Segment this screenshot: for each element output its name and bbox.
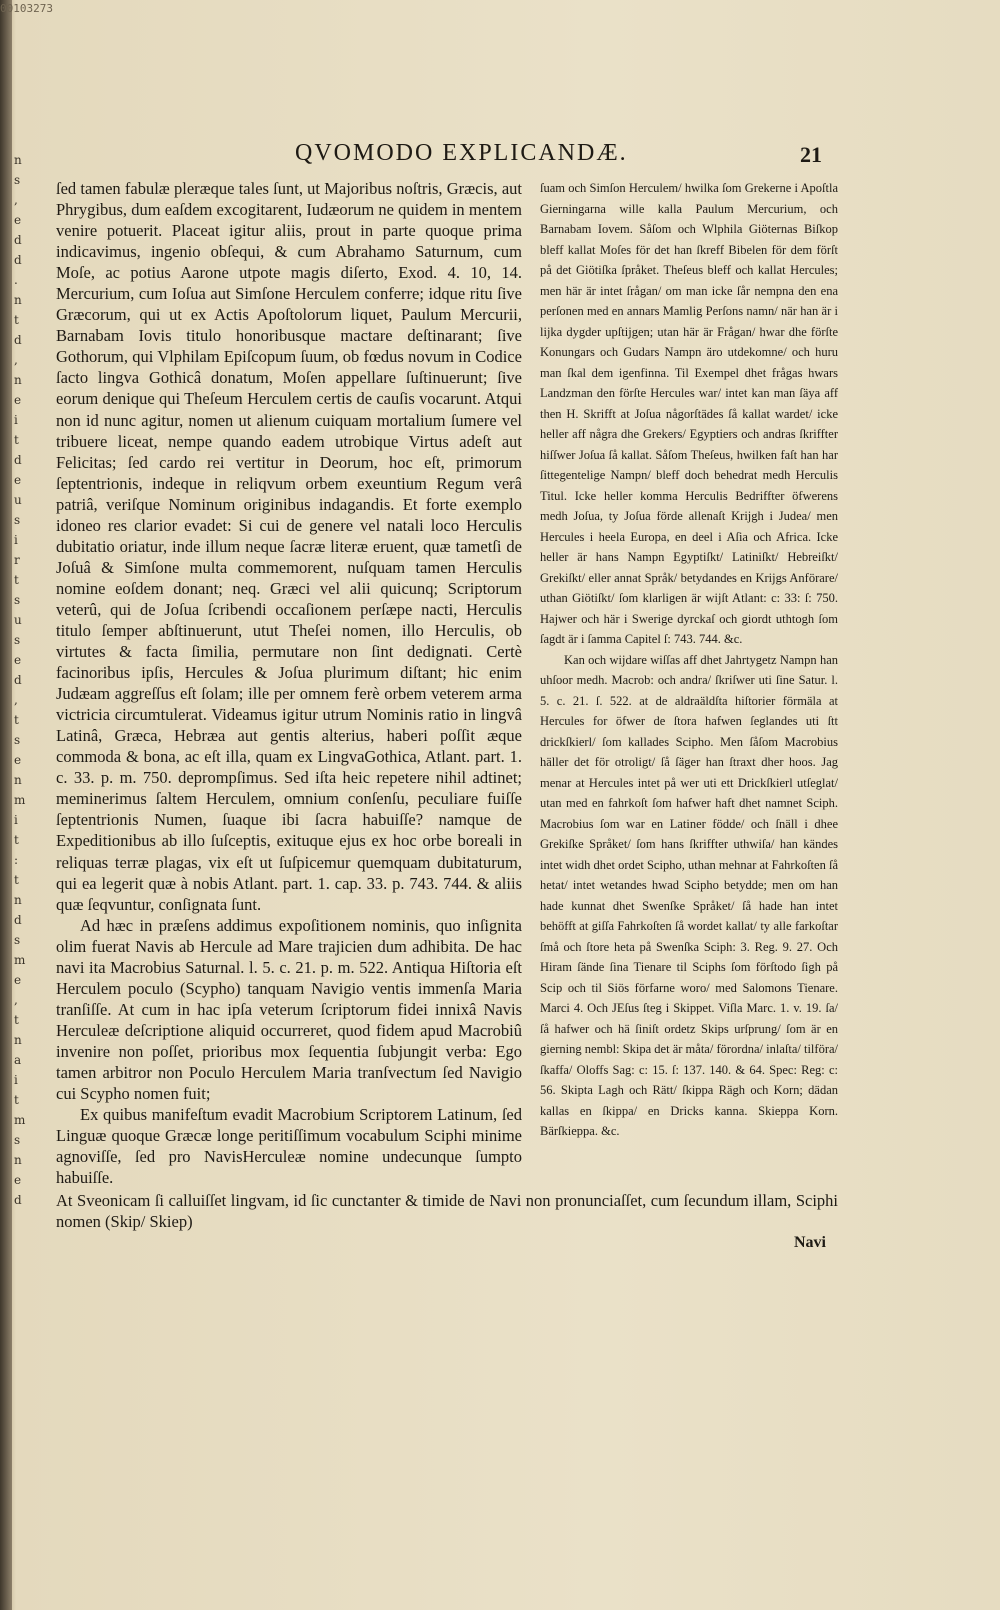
latin-text-column <box>56 178 522 1188</box>
binding-gutter <box>0 0 12 1610</box>
latin-paragraph: Ex quibus manifeſtum evadit Macrobium Scriptorem Latinum, ſed Linguæ quoque Græcæ longe peritiſſimum vocabulum Sciphi minime agnoviſſe, ſed pro NavisHerculeæ nomine undecunque ſumpto habuiſſe. <box>56 1105 522 1188</box>
swedish-paragraph: Kan och wijdare wiſſas aff dhet Jahrtygetz Nampn han uhſoor medh. Macrob: och andra/ ſkriſwer uti ſine Satur. l. 5. c. 21. ſ. 522. at de aldraäldſta hiſtorier förmäla at Hercules for öfwer de ſtora hafwen ſeglandes uti ſtt drickſkierl/ ſom kallades Scipho. Men ſåſom Macrobius häller det för otroligt/ ſå ſäger han ſtraxt dher hoos. Jag menar at Hercules intet på wer uti ett Drickſkierl utſeglat/ utan med en fahrkoſt ſom hafwer haft dhet namnet Sciph. Macrobius ſom war en Latiner födde/ och ſnäll i dhee Grekiſke Språket/ ſom hans ſkriffter uthwiſa/ han kändes intet widh dhet ordet Scipho, uthan mehnar at Fahrkoſten ſå hetat/ intet wetandes hwad Scipho betydde; men om han hade kunnat dhet Swenſke Språket/ ſå hade han intet behöfft at giſſa Fahrkoſten ſå wordet kallat/ ty alle farkoſtar ſmå och ſtore heta på Swenſka Sciph: 3. Reg. 9. 27. Och Hiram ſände ſina Tienare til Sciphs ſom förſtodo ſigh på Scip och til Siös förfarne woro/ med Salomons Tienare. Marci 4. Och JEſus ſteg i Skippet. Viſla Marc. 1. v. 19. ſa/ ſå hafwer och hä ſiniſt ordetz Skips urſprung/ ſom är en gierning nembl: Skipa det är måta/ förordna/ inlaſta/ tilföra/ ſkaffa/ Oloffs Sag: c: 15. ſ: 137. 140. & 64. Spec: Reg: c: 56. Skipta Lagh och Rätt/ ſkippa Rägh och Korn; dädan kallas en ſkippa/ en Dricks kanna. Skieppa Korn. Bärſkieppa. &c. <box>540 652 838 1138</box>
latin-paragraph: Ad hæc in præſens addimus expoſitionem nominis, quo inſignita olim fuerat Navis ab Hercule ad Mare trajicien dum adhibita. De hac navi ita Macrobius Saturnal. l. 5. c. 21. p. m. 522. Antiqua Hiſtoria eſt Herculem poculo (Scypho) tanquam Navigio ventis immenſa Maria tranſiſſe. At cum in hac ipſa veterum ſcriptorum fidei innixâ Navis Herculeæ deſcriptione aliquid occurreret, quod fidem apud Macrobiû invenire non poſſet, prioribus mox ſequentia ſubjungit verba: Ego tamen arbitror non Poculo Herculem Maria tranſvectum ſed Navigio cui Scypho nomen fuit; <box>56 915 522 1104</box>
swedish-paragraph: ſuam och Simſon Herculem/ hwilka ſom Grekerne i Apoſtla Gierningarna wille kalla Paulum Mercurium, och Barnabam Iovem. Såſom och Wlphila Giöternas Biſkop bleff kallat Moſes för det han ſkreff Bibelen för dem förſt på det Giötiſka ſpråket. Theſeus bleff och kallat Hercules; men här är intet ſrågan/ om man icke ſår nempna den ena perſonen med en annars Mamlig Perſons namn/ när han är i lijka dygder upſtijgen; utan här är Frågan/ hwar dhe förſte Konungars och Gudars Nampn äro utdekomne/ och huru man ſkal dem igenfinna. Til Exempel dhet frågas hwars Landzman den förſte Hercules war/ intet kan man ſäya aff then H. Skrifft at Joſua någorſtädes ſå kallat wardet/ icke heller aff några dhe Grekers/ Egyptiers och andras ſkriffter hiſſwer Joſua ſå kallat. Såſom Theſeus, hwilken faſt han har ſittegentelige Nampn/ bleff doch behedrat medh Herculis Titul. Icke heller komma Herculis Bedriffter öfwerens medh Joſua, ty Joſua förde allenaſt Krijgh i Judea/ men Hercules i heela Europa, en deel i Aſia och Africa. Icke heller är hans Nampn Egyptiſkt/ Latiniſkt/ Hebreiſkt/ Grekiſkt/ eller annat Språk/ betydandes en Krijgs Anförare/ uthan Giötiſkt/ ſom klarligen är wijſt Atlant: c: 33: ſ: 750. Hajwer och här i Swerige dyrckaſ och giordt uthtogh ſom ſagdt är i ſamma Capitel ſ: 743. 744. &c. <box>540 181 838 646</box>
swedish-text-column <box>540 178 838 1142</box>
running-head: QVOMODO EXPLICANDÆ. <box>295 140 628 166</box>
catchword: Navi <box>794 1234 826 1251</box>
full-width-closing-line: At Sveonicam ſi calluiſſet lingvam, id ſic cunctanter & timide de Navi non pronunciaſſet, cum ſecundum illam, Sciphi nomen (Skip/ Skiep) <box>56 1191 838 1231</box>
latin-paragraph: ſed tamen fabulæ pleræque tales ſunt, ut Majoribus noſtris, Græcis, aut Phrygibus, dum eaſdem excogitarent, Iudæorum ne quidem in mentem venire potuerit. Placeat igitur aliis, prout in parte quoque prima indicavimus, ingenio obſequi, & cum Abrahamo Saturnum, cum Moſe, ac potius Aarone utpote magis diſerto, Exod. 4. 10, 14. Mercurium, cum Ioſua aut Simſone Herculem conferre; idque ritu ſive Græcorum, qui ut ex Actis Apoſtolorum liquet, Paulum Mercurii, Barnabam Iovis titulo honoribusque mactare deſtinarant; ſive Gothorum, qui Vlphilam Epiſcopum ſuum, ob fœdus novum in Codice ſacto lingva Gothicâ donatum, Moſen appellare ſuſtinuerunt; ſive eorum denique qui Theſeum Herculem certis de cauſis vocarunt. Atqui non id nunc agitur, nomen ut alienum cuiquam mortalium ſumere vel tribuere liceat, nempe quando eadem utrobique Virtus adeſt aut Felicitas; ſed cardo rei vertitur in Deorum, hoc eſt, primorum ſeptentrionis, indeque in reliqvum orbem exeuntium Regum verâ patriâ, veriſque Nominum originibus indagandis. Et forte exemplo idoneo res clarior evadet: Si cui de genere vel natali loco Herculis dubitatio oriatur, inde illum neque ſacræ literæ eruent, quæ tametſi de Joſuâ & Simſone multa commemorent, nuſquam tamen Herculis nomine eoſdem donant; neq. Græci vel alii quicunq; Scriptorum veterû, qui de Joſua ſcribendi occaſionem perſæpe nacti, Herculis titulo ſemper abſtinuerunt, utut Theſei nomen, illo Herculis, ob virtutes & facta ſimilia, permutare non ſint dedignati. Certè facinoribus ipſis, Hercules & Joſua plurimum diſtant; hic enim Judæam aggreſſus eſt ſolam; ille per omnem ferè orbem veterem arma victricia circumtulerat. Videamus igitur utrum Nominis ratio in lingvâ Latinâ, Græca, Hebræa aut gentis alterius, haberi poſſit æque commoda & bona, ac eſt illa, quam ex LingvaGothica, Atlant. part. 1. c. 33. p. m. 750. deprompſimus. Sed iſta heic repetere nihil adtinet; meminerimus ſaltem Herculem, omnium conſenſu, peculiare fuiſſe ſeptentrionis Numen, ſuaque ibi ſacra habuiſſe? namque de Expeditionibus ab illo ſuſceptis, exituque ejus ex hoc orbe boreali in reliquas terræ plagas, vix eſt ut ſuſpicemur quemquam dubitaturum, qui ea legerit quæ à nobis Atlant. part. 1. cap. 33. p. 743. 744. & aliis quæ ſeqvuntur, conſignata ſunt. <box>56 179 522 914</box>
catalog-id: 00103273 <box>0 2 53 15</box>
facing-page-edge-letters: n s , e d d . n t d , n e i t d e u s i r t s u s e d , t s e n m i t : t n d s m e , t n a i t m s n e d <box>14 153 26 1207</box>
page-number: 21 <box>800 142 822 167</box>
